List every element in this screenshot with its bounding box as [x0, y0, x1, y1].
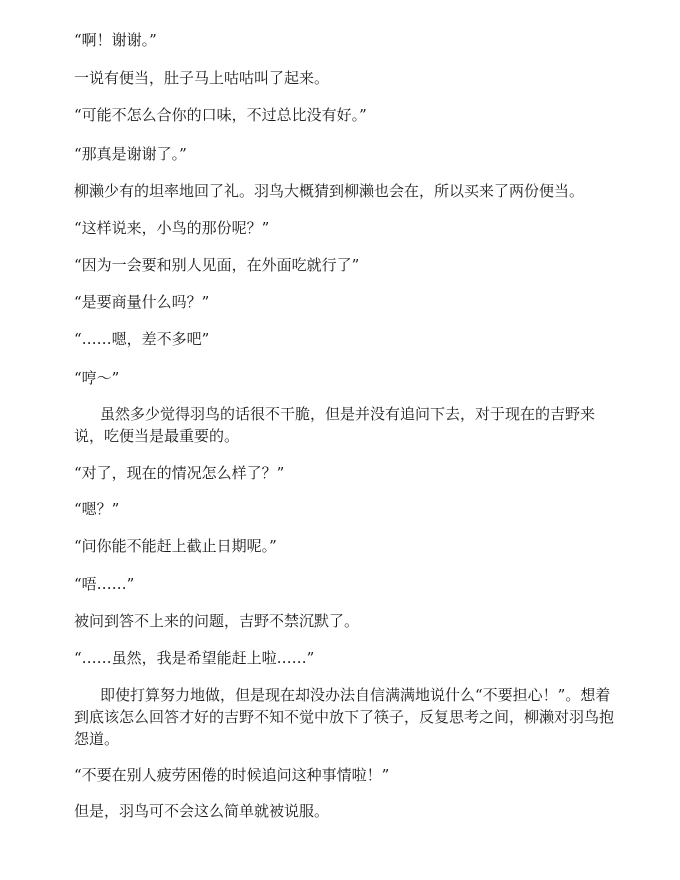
paragraph-17: “……虽然，我是希望能赶上啦……” — [74, 649, 315, 667]
paragraph-9: “……嗯，差不多吧” — [74, 330, 210, 348]
paragraph-3: “可能不怎么合你的口味，不过总比没有好。” — [74, 106, 367, 124]
paragraph-19: “不要在别人疲劳困倦的时候追问这种事情啦！” — [74, 766, 390, 784]
paragraph-6: “这样说来，小鸟的那份呢？” — [74, 219, 270, 237]
paragraph-1: “啊！谢谢。” — [74, 31, 157, 49]
paragraph-14: “问你能不能赶上截止日期呢。” — [74, 537, 277, 555]
paragraph-15: “唔……” — [74, 575, 135, 593]
paragraph-16: 被问到答不上来的问题，吉野不禁沉默了。 — [74, 612, 360, 630]
paragraph-4: “那真是谢谢了。” — [74, 145, 187, 163]
paragraph-11: 虽然多少觉得羽鸟的话很不干脆，但是并没有追问下去，对于现在的吉野来说，吃便当是最重要的。 — [74, 405, 596, 445]
paragraph-8: “是要商量什么吗？” — [74, 293, 210, 311]
paragraph-7: “因为一会要和别人见面，在外面吃就行了” — [74, 256, 360, 274]
paragraph-5: 柳濑少有的坦率地回了礼。羽鸟大概猜到柳濑也会在，所以买来了两份便当。 — [74, 182, 585, 200]
paragraph-18: 即使打算努力地做，但是现在却没办法自信满满地说什么“不要担心！”。想着到底该怎么回答才好的吉野不知不觉中放下了筷子，反复思考之间，柳濑对羽鸟抱怨道。 — [74, 686, 615, 748]
paragraph-2: 一说有便当，肚子马上咕咕叫了起来。 — [74, 69, 330, 87]
paragraph-13: “嗯？” — [74, 500, 120, 518]
paragraph-12: “对了，现在的情况怎么样了？” — [74, 464, 285, 482]
paragraph-10: “哼～” — [74, 369, 120, 387]
paragraph-20: 但是，羽鸟可不会这么简单就被说服。 — [74, 802, 330, 820]
